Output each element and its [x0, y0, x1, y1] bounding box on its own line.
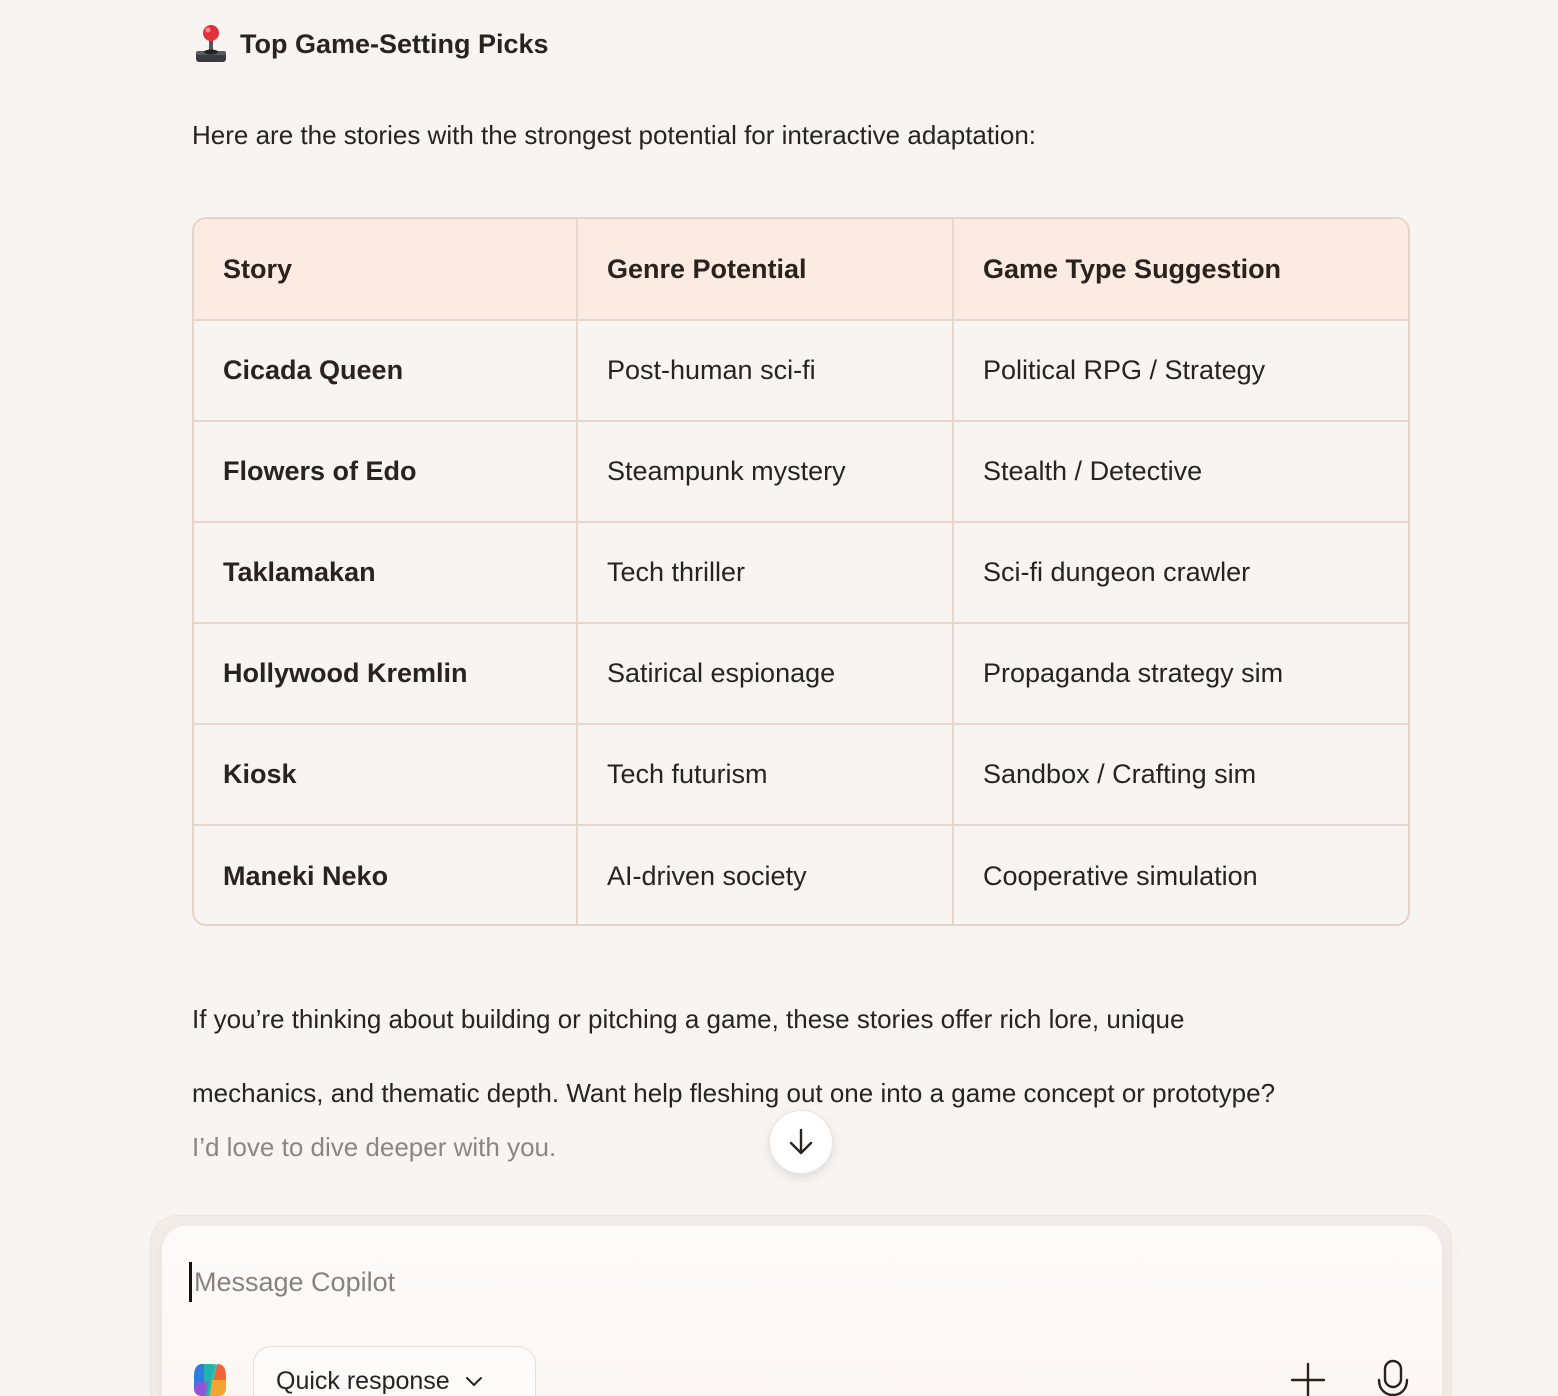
- story-cell: Flowers of Edo: [194, 421, 577, 522]
- table-row: [194, 421, 1408, 522]
- game-type-cell: Political RPG / Strategy: [953, 320, 1408, 421]
- section-title: Top Game-Setting Picks: [240, 28, 549, 59]
- story-cell: Taklamakan: [194, 522, 577, 623]
- intro-text: Here are the stories with the strongest potential for interactive adaptation:: [192, 120, 1037, 150]
- story-cell: Hollywood Kremlin: [194, 623, 577, 724]
- genre-cell: Satirical espionage: [577, 623, 953, 724]
- closing-paragraph: [192, 982, 1432, 1130]
- genre-cell: Tech futurism: [577, 724, 953, 825]
- closing-line-3: I’d love to dive deeper with you.: [192, 1132, 557, 1162]
- arrow-down-icon: [787, 1127, 815, 1157]
- scroll-to-bottom-button[interactable]: [769, 1110, 833, 1174]
- table-row: [194, 825, 1408, 926]
- story-cell: Maneki Neko: [194, 825, 577, 926]
- column-header-story: Story: [194, 219, 577, 320]
- story-cell: Kiosk: [194, 724, 577, 825]
- genre-cell: AI-driven society: [577, 825, 953, 926]
- chevron-down-icon: [464, 1374, 484, 1388]
- response-mode-dropdown[interactable]: [253, 1346, 536, 1396]
- closing-line-2: mechanics, and thematic depth. Want help fleshing out one into a game concept or prototype?: [192, 1078, 1276, 1108]
- genre-cell: Post-human sci-fi: [577, 320, 953, 421]
- table-row: [194, 623, 1408, 724]
- copilot-logo-icon: [190, 1360, 230, 1396]
- stories-table: [192, 217, 1410, 926]
- table-row: [194, 724, 1408, 825]
- story-cell: Cicada Queen: [194, 320, 577, 421]
- genre-cell: Tech thriller: [577, 522, 953, 623]
- joystick-icon: [194, 24, 228, 64]
- game-type-cell: Propaganda strategy sim: [953, 623, 1408, 724]
- plus-icon[interactable]: [1288, 1360, 1328, 1396]
- message-input[interactable]: [189, 1262, 1389, 1302]
- response-mode-label: Quick response: [276, 1366, 450, 1395]
- game-type-cell: Sci-fi dungeon crawler: [953, 522, 1408, 623]
- table-row: [194, 522, 1408, 623]
- game-type-cell: Stealth / Detective: [953, 421, 1408, 522]
- table-header-row: [194, 219, 1408, 320]
- column-header-genre: Genre Potential: [577, 219, 953, 320]
- game-type-cell: Sandbox / Crafting sim: [953, 724, 1408, 825]
- table-row: [194, 320, 1408, 421]
- game-type-cell: Cooperative simulation: [983, 860, 1258, 891]
- closing-line-1: If you’re thinking about building or pitching a game, these stories offer rich lore, unique: [192, 1004, 1185, 1034]
- genre-cell: Steampunk mystery: [577, 421, 953, 522]
- section-heading: [194, 24, 549, 64]
- microphone-icon[interactable]: [1373, 1358, 1413, 1396]
- column-header-game-type: Game Type Suggestion: [953, 219, 1408, 320]
